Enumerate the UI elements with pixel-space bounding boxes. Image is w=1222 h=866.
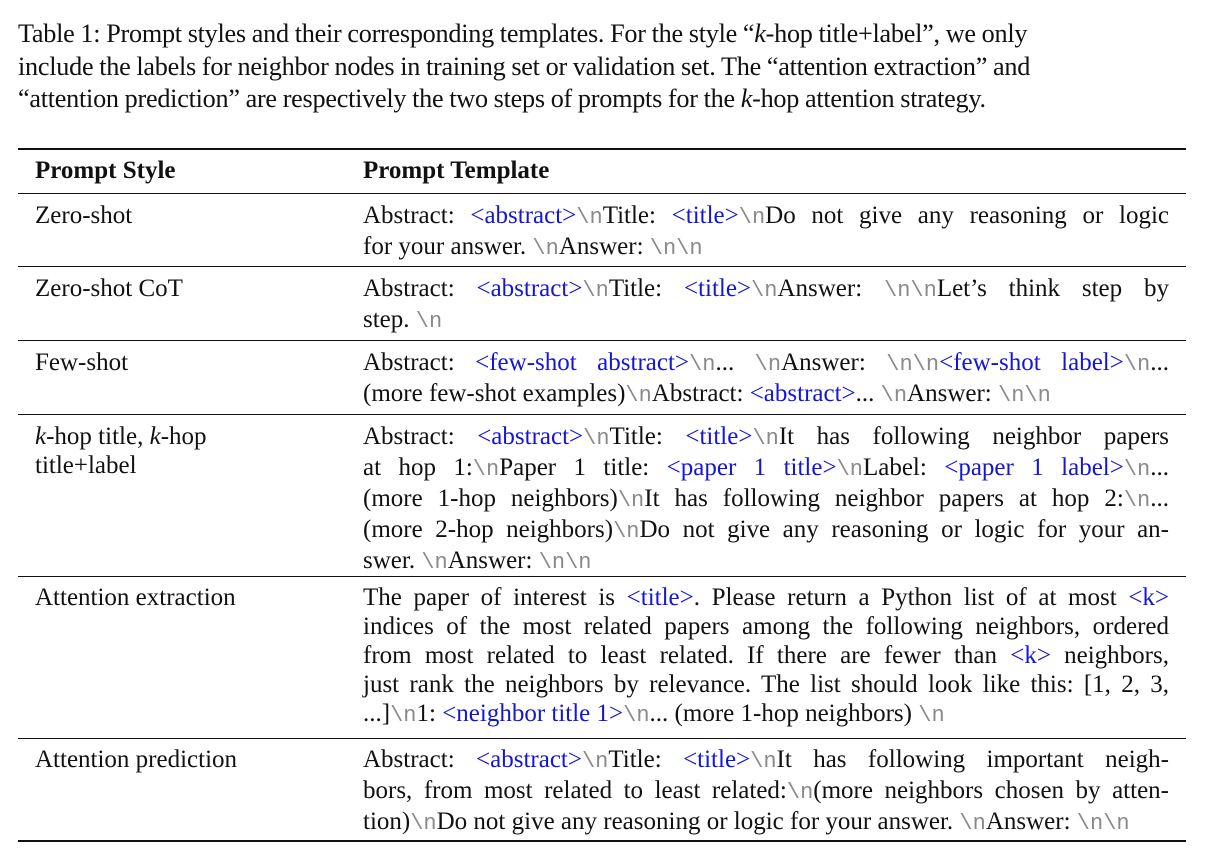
newline-token: \n: [689, 352, 716, 377]
text-line: [363, 807, 1169, 838]
text-segment: swer.: [363, 547, 422, 574]
newline-token: \n: [532, 236, 559, 261]
newline-token: \n: [583, 426, 610, 451]
text-segment: Abstract:: [363, 349, 476, 376]
table-bottom-rule: [18, 840, 1186, 842]
text-line: [363, 305, 1169, 336]
italic-var: k: [754, 19, 766, 48]
newline-token: \n\n: [649, 236, 703, 261]
text-line: [363, 484, 1169, 515]
row-prompt-style: [35, 422, 335, 480]
text-segment: step.: [363, 306, 416, 333]
newline-token: \n: [836, 457, 863, 482]
text-line: [363, 641, 1169, 670]
text-segment: -hop title+label”, we only: [765, 19, 1028, 48]
text-segment: The paper of interest is: [363, 584, 627, 611]
text-line: [363, 515, 1169, 546]
text-segment: Title:: [602, 202, 672, 229]
newline-token: \n: [1123, 488, 1151, 513]
text-line: [363, 546, 1169, 577]
text-segment: 1:: [416, 700, 443, 727]
text-segment: Abstract:: [363, 423, 478, 450]
italic-var: k: [35, 423, 47, 450]
text-line: [18, 51, 1190, 84]
newline-token: \n: [752, 426, 779, 451]
text-segment: Paper 1 title:: [499, 454, 667, 481]
text-segment: ...: [855, 380, 881, 407]
placeholder-token: <few-shot label>: [939, 349, 1124, 376]
text-segment: bors, from most related to least related:: [363, 777, 787, 804]
text-segment: Answer:: [558, 233, 650, 260]
text-segment: Do not give any reasoning or logic for your an-: [639, 516, 1169, 543]
text-segment: include the labels for neighbor nodes in training set or validation set. The “attention extraction” and: [18, 51, 1031, 81]
newline-token: \n: [1123, 457, 1151, 482]
newline-token: \n: [415, 309, 443, 334]
placeholder-token: <title>: [683, 275, 752, 302]
text-segment: Answer:: [985, 808, 1077, 835]
placeholder-token: <paper 1 title>: [666, 454, 837, 481]
text-line: [35, 201, 335, 230]
newline-token: \n\n: [1076, 811, 1130, 836]
placeholder-token: <abstract>: [476, 275, 583, 302]
text-segment: (more few-shot examples): [363, 380, 626, 407]
text-segment: ...: [1150, 349, 1169, 376]
row-prompt-style: [35, 274, 335, 303]
text-line: [363, 379, 1169, 410]
text-line: [35, 745, 335, 774]
newline-token: \n: [410, 811, 437, 836]
row-prompt-template: [363, 274, 1169, 336]
newline-token: \n\n: [998, 383, 1051, 408]
row-separator: [18, 576, 1186, 577]
text-segment: Answer:: [447, 547, 539, 574]
newline-token: \n: [617, 488, 645, 513]
newline-token: \n: [751, 278, 778, 303]
italic-var: k: [740, 84, 753, 113]
newline-token: \n: [918, 703, 945, 728]
text-segment: (more 1-hop neighbors): [363, 485, 618, 512]
text-segment: “attention prediction” are respectively the two steps of prompts for the: [18, 84, 741, 113]
placeholder-token: <k>: [1010, 642, 1051, 669]
text-line: [363, 201, 1169, 232]
text-line: [35, 274, 335, 303]
row-prompt-template: [363, 422, 1169, 577]
newline-token: \n: [625, 383, 652, 408]
text-segment: ...: [1150, 485, 1169, 512]
row-prompt-style: [35, 201, 335, 230]
row-prompt-template: [363, 201, 1169, 263]
italic-var: k: [149, 423, 161, 450]
text-line: [363, 453, 1169, 484]
text-segment: for your answer.: [363, 233, 533, 260]
text-segment: It has following neighbor papers at hop 2:: [644, 485, 1124, 512]
text-segment: Do not give any reasoning or logic for your answer.: [436, 808, 960, 835]
text-line: [363, 670, 1169, 699]
row-prompt-template: [363, 583, 1169, 730]
text-line: [363, 422, 1169, 453]
text-line: [363, 232, 1169, 263]
text-segment: Title:: [608, 746, 684, 773]
text-segment: (more 2-hop neighbors): [363, 516, 614, 543]
text-segment: -hop title,: [46, 423, 150, 450]
text-segment: . Please return a Python list of at most: [693, 584, 1129, 611]
newline-token: \n: [472, 457, 500, 482]
placeholder-token: <abstract>: [749, 380, 856, 407]
placeholder-token: <title>: [626, 584, 694, 611]
newline-token: \n: [613, 519, 640, 544]
newline-token: \n\n: [538, 550, 592, 575]
placeholder-token: <neighbor title 1>: [442, 700, 624, 727]
text-line: [363, 583, 1169, 612]
text-segment: Attention extraction: [35, 584, 236, 611]
text-segment: Title:: [608, 275, 684, 302]
text-segment: It has following important neigh-: [776, 746, 1170, 773]
table-top-rule: [18, 148, 1186, 150]
text-segment: Abstract:: [363, 746, 477, 773]
row-separator: [18, 738, 1186, 739]
placeholder-token: <title>: [683, 746, 751, 773]
header-prompt-template: Prompt Template: [363, 157, 550, 184]
newline-token: \n: [390, 703, 417, 728]
text-line: [35, 583, 335, 612]
text-segment: indices of the most related papers among the following neighbors, ordered: [363, 613, 1169, 640]
row-prompt-style: [35, 583, 335, 612]
newline-token: \n: [738, 205, 766, 230]
row-separator: [18, 340, 1186, 341]
text-line: [363, 699, 1169, 730]
text-segment: title+label: [35, 452, 137, 479]
text-line: [18, 83, 1190, 116]
text-line: [363, 612, 1169, 641]
newline-token: \n\n: [884, 278, 937, 303]
newline-token: \n: [421, 550, 448, 575]
text-segment: at hop 1:: [363, 454, 473, 481]
text-segment: Answer:: [781, 349, 887, 376]
row-prompt-style: [35, 745, 335, 774]
table-caption: [18, 18, 1190, 116]
text-segment: -hop attention strategy.: [752, 84, 986, 113]
text-segment: ...]: [363, 700, 391, 727]
placeholder-token: <k>: [1128, 584, 1170, 611]
newline-token: \n: [754, 352, 782, 377]
row-prompt-template: [363, 745, 1169, 838]
newline-token: \n: [576, 205, 603, 230]
text-segment: Answer:: [777, 275, 884, 302]
newline-token: \n: [623, 703, 650, 728]
placeholder-token: <title>: [671, 202, 739, 229]
text-segment: Zero-shot: [35, 202, 133, 229]
text-line: [363, 745, 1169, 776]
placeholder-token: <abstract>: [477, 423, 584, 450]
text-segment: Table 1: Prompt styles and their corresponding templates. For the style “: [18, 19, 755, 48]
text-segment: Title:: [609, 423, 686, 450]
text-segment: Label:: [862, 454, 945, 481]
text-segment: just rank the neighbors by relevance. The list should look like this: [1, 2, 3,: [363, 671, 1169, 698]
row-separator: [18, 414, 1186, 415]
text-line: [363, 274, 1169, 305]
newline-token: \n: [750, 749, 777, 774]
newline-token: \n: [582, 278, 609, 303]
placeholder-token: <abstract>: [476, 746, 582, 773]
placeholder-token: <paper 1 label>: [944, 454, 1124, 481]
row-prompt-template: [363, 348, 1169, 410]
text-segment: Abstract:: [363, 202, 471, 229]
row-separator: [18, 266, 1186, 267]
text-line: [363, 348, 1169, 379]
text-segment: Let’s think step by: [936, 275, 1169, 302]
newline-token: \n: [1123, 352, 1151, 377]
text-segment: tion): [363, 808, 411, 835]
placeholder-token: <abstract>: [470, 202, 577, 229]
newline-token: \n: [959, 811, 986, 836]
text-segment: ...: [715, 349, 755, 376]
text-segment: neighbors,: [1050, 642, 1169, 669]
text-line: [363, 776, 1169, 807]
text-segment: (more neighbors chosen by atten-: [813, 777, 1169, 804]
text-segment: Attention prediction: [35, 746, 238, 773]
text-line: [18, 18, 1190, 51]
text-segment: Do not give any reasoning or logic: [765, 202, 1169, 229]
text-segment: ... (more 1-hop neighbors): [649, 700, 919, 727]
newline-token: \n: [880, 383, 908, 408]
newline-token: \n: [786, 780, 814, 805]
newline-token: \n: [581, 749, 609, 774]
header-prompt-style: Prompt Style: [35, 157, 176, 184]
text-segment: Answer:: [907, 380, 999, 407]
text-segment: from most related to least related. If there are fewer than: [363, 642, 1011, 669]
text-segment: Abstract:: [363, 275, 477, 302]
text-segment: ...: [1150, 454, 1169, 481]
text-line: [35, 422, 335, 451]
text-segment: Zero-shot CoT: [35, 275, 183, 302]
text-segment: Few-shot: [35, 349, 129, 376]
newline-token: \n\n: [886, 352, 940, 377]
text-line: [35, 348, 335, 377]
placeholder-token: <few-shot abstract>: [475, 349, 690, 376]
text-segment: Abstract:: [651, 380, 750, 407]
text-segment: -hop: [160, 423, 207, 450]
placeholder-token: <title>: [685, 423, 753, 450]
table-header-rule: [18, 193, 1186, 194]
row-prompt-style: [35, 348, 335, 377]
text-segment: It has following neighbor papers: [778, 423, 1169, 450]
text-line: [35, 451, 335, 480]
